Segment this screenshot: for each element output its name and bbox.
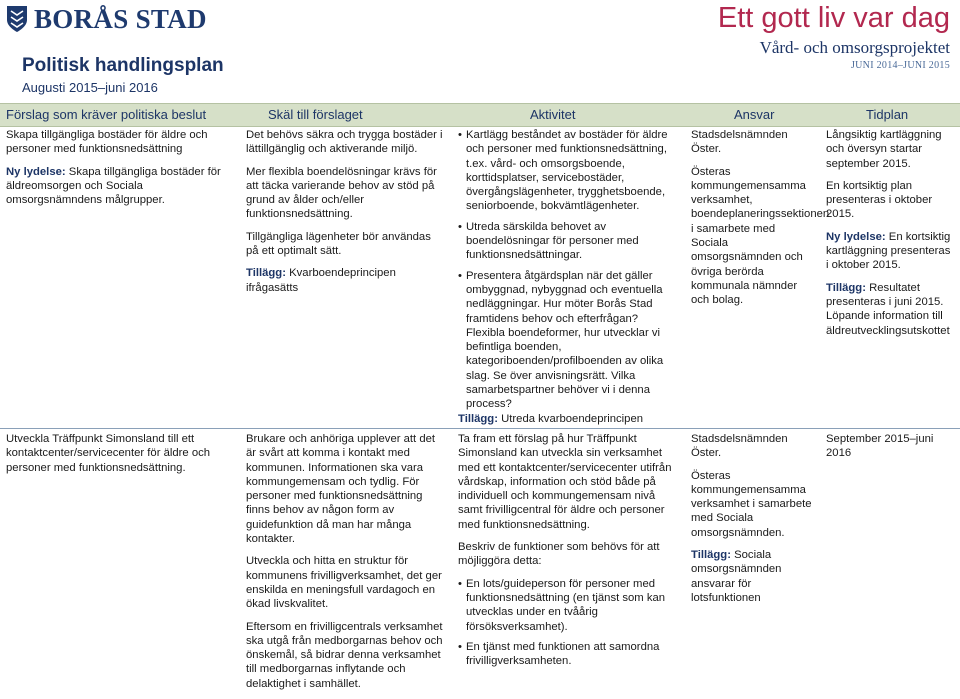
project-period: JUNI 2014–JUNI 2015 [850, 60, 950, 71]
aktivitet-bullet-2: • En tjänst med funktionen att samordna frivilligverksamheten. [458, 640, 673, 669]
tidplan-paragraph-1: September 2015–juni 2016 [826, 433, 934, 460]
aktivitet-paragraph-1: Ta fram ett förslag på hur Träffpunkt Simonsland kan utveckla sin verksamhet med ett kontaktcenter/servicecenter utifrån vårdskap, information och stöd både på individuell och kommungemensam nivå samt frivilligcentral för äldre och personer med funktionsnedsättning. [458, 433, 672, 531]
column-header-aktivitet: Aktivitet [530, 107, 576, 122]
project-name: Vård- och omsorgsprojektet [759, 38, 950, 57]
table-row-2-ansvar [691, 432, 813, 613]
table-row-2-aktivitet [458, 432, 673, 674]
new-wording-label: Ny lydelse: [826, 230, 886, 243]
coat-of-arms-icon [6, 5, 28, 33]
addition-text: Resultatet presenteras i juni 2015. Löpande information till äldreutvecklingsutskottet [826, 281, 950, 337]
aktivitet-bullet-1: • En lots/guideperson för personer med funktionsnedsättning (en tjänst som kan utvecklas under en tvåårig försöksverksamhet). [458, 577, 673, 634]
aktivitet-bullet-3: • Presentera åtgärdsplan när det gäller ombyggnad, nybyggnad och eventuella nedläggningar. Hur möter Borås Stad framtidens behov och efterfrågan? Flexibla boendeformer, hur utvecklar vi befintliga boenden, kategoriboenden/profilboenden av olika slag. Se över anvisningsrätt. Vilka samarbetspartner behöver vi i denna process? [458, 269, 673, 412]
ansvar-paragraph-1: Stadsdelsnämnden Öster. [691, 433, 788, 460]
tidplan-paragraph-2: En kortsiktig plan presenteras i oktober 2015. [826, 179, 933, 221]
new-wording-text: Skapa tillgängliga bostäder för äldreomsorgen och Sociala omsorgsnämndens målgrupper. [6, 165, 221, 207]
ansvar-paragraph-1: Stadsdelsnämnden Öster. [691, 129, 788, 156]
table-row-2-tidplan [826, 432, 954, 469]
column-header-ansvar: Ansvar [734, 107, 775, 122]
column-header-tidplan: Tidplan [866, 107, 909, 122]
skal-paragraph-3: Tillgängliga lägenheter bör användas på ett optimalt sätt. [246, 230, 431, 258]
aktivitet-bullet-2: • Utreda särskilda behovet av boendelösningar för personer med funktionsnedsättningar. [458, 220, 673, 263]
skal-paragraph-2: Mer flexibla boendelösningar krävs för att täcka varierande behov av stöd på grund av ålder och/eller funktionsnedsättning. [246, 165, 437, 221]
column-header-forslag: Förslag som kräver politiska beslut [6, 107, 207, 122]
forslag-text: Skapa tillgängliga bostäder för äldre och personer med funktionsnedsättning [6, 129, 208, 156]
aktivitet-paragraph-2: Beskriv de funktioner som behövs för att möjliggöra detta: [458, 541, 660, 568]
addition-label: Tillägg: [691, 549, 731, 562]
table-row-1-skal [246, 128, 446, 303]
new-wording-text: En kortsiktig kartläggning presenteras i oktober 2015. [826, 230, 951, 272]
new-wording-label: Ny lydelse: [6, 165, 66, 178]
table-row-1-aktivitet [458, 128, 673, 418]
ansvar-paragraph-2: Österas kommungemensamma verksamhet, boendeplaneringssektionen i samarbete med Sociala omsorgsnämnden och övriga berörda kommunala nämnder och bolag. [691, 165, 830, 307]
table-header [0, 103, 960, 127]
slogan: Ett gott liv var dag [717, 2, 950, 34]
table-row-2-skal [246, 432, 446, 699]
aktivitet-addition [458, 413, 643, 425]
skal-paragraph-1: Det behövs säkra och trygga bostäder i lättillgänglig och aktiverande miljö. [246, 129, 443, 156]
table-row-1-tidplan [826, 128, 954, 346]
addition-text: Utreda kvarboendeprincipen [497, 413, 644, 425]
skal-paragraph-2: Utveckla och hitta en struktur för kommunens frivilligverksamhet, det ger enskilda en meningsfull vardagoch en ökad livskvalitet. [246, 555, 442, 611]
tidplan-paragraph-1: Långsiktig kartläggning och översyn startar september 2015. [826, 129, 942, 170]
addition-text: Sociala omsorgsnämnden ansvarar för lotsfunktionen [691, 549, 782, 604]
addition-label: Tillägg: [458, 413, 498, 425]
row-divider [0, 428, 960, 429]
column-header-skal: Skäl till förslaget [268, 107, 363, 122]
document-title: Politisk handlingsplan [22, 55, 224, 76]
table-row-2-forslag [6, 432, 231, 483]
skal-paragraph-3: Eftersom en frivilligcentrals verksamhet ska utgå från medborgarnas behov och önskemål, så bidrar denna verksamhet till medborgarnas inflytande och delaktighet i samhället. [246, 620, 443, 690]
addition-label: Tillägg: [246, 267, 286, 280]
skal-paragraph-1: Brukare och anhöriga upplever att det är svårt att komma i kontakt med kommunen. Informationen ska vara kommungemensam och tydlig. För personer med funktionsnedsättning finns behov av någon form av guidefunktion då man har många kontakter. [246, 433, 436, 546]
forslag-text: Utveckla Träffpunkt Simonsland till ett kontaktcenter/servicecenter för äldre och personer med funktionsnedsättning. [6, 433, 211, 474]
aktivitet-bullet-1: • Kartlägg beståndet av bostäder för äldre och personer med funktionsnedsättning, t.ex. vård- och omsorgsboende, korttidsplatser, servicebostäder, övergångslägenheter, trygghetsboende, seniorboende, bokvämtlägenheter. [458, 128, 673, 214]
addition-text: Kvarboendeprincipen ifrågasätts [246, 267, 396, 294]
borås-stad-logo [6, 4, 207, 34]
table-row-1-ansvar [691, 128, 830, 316]
document-subtitle: Augusti 2015–juni 2016 [22, 80, 158, 95]
table-row-1-forslag [6, 128, 231, 215]
ansvar-paragraph-2: Österas kommungemensamma verksamhet i samarbete med Sociala omsorgsnämnden. [691, 469, 812, 539]
addition-label: Tillägg: [826, 281, 866, 294]
logo-text: BORÅS STAD [34, 3, 207, 34]
